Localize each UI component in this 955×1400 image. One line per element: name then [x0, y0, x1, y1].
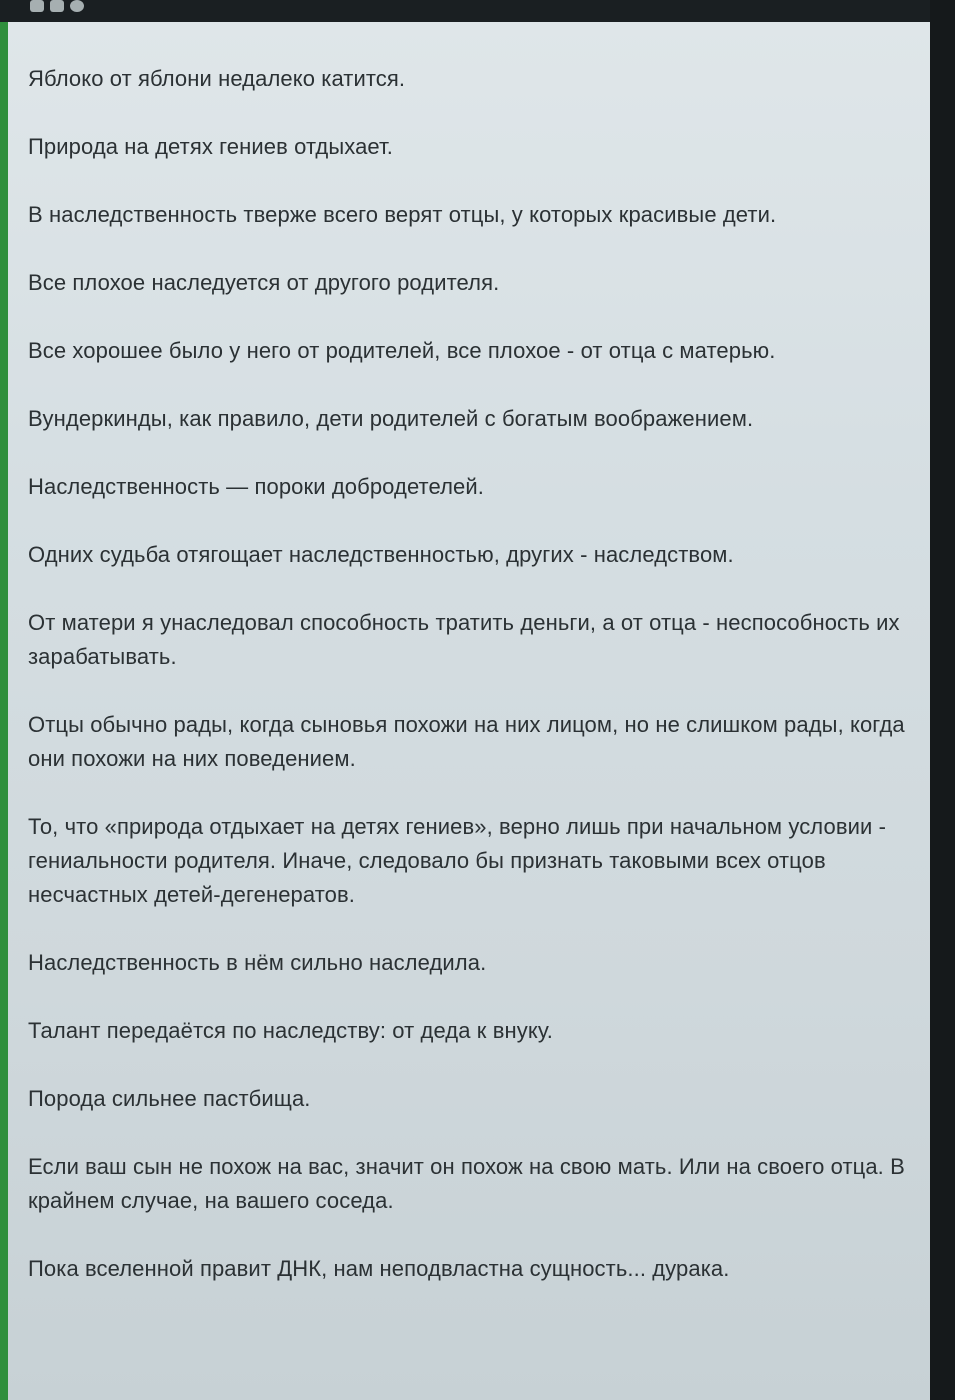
quote-list — [28, 62, 923, 1320]
quote-item: Порода сильнее пастбища. — [28, 1086, 311, 1111]
quote-item: То, что «природа отдыхает на детях гениев», верно лишь при начальном условии - гениальности родителя. Иначе, следовало бы признать таковыми всех отцов несчастных детей-дегенератов. — [28, 814, 887, 907]
quote-item: Пока вселенной правит ДНК, нам неподвластна сущность... дурака. — [28, 1256, 730, 1281]
quotes-page[interactable] — [0, 22, 930, 1400]
quote-item: Одних судьба отягощает наследственностью, других - наследством. — [28, 542, 734, 567]
status-icons — [30, 0, 110, 14]
screen-edge — [930, 0, 955, 1400]
status-bar — [0, 0, 955, 22]
quote-item: Вундеркинды, как правило, дети родителей с богатым воображением. — [28, 406, 754, 431]
quote-item: От матери я унаследовал способность тратить деньги, а от отца - неспособность их зарабатывать. — [28, 610, 900, 669]
accent-bar — [0, 22, 8, 1400]
app-icon — [50, 0, 64, 12]
quote-item: В наследственность тверже всего верят отцы, у которых красивые дети. — [28, 202, 777, 227]
quote-item: Наследственность — пороки добродетелей. — [28, 474, 484, 499]
quote-item: Если ваш сын не похож на вас, значит он похож на свою мать. Или на своего отца. В крайнем случае, на вашего соседа. — [28, 1154, 905, 1213]
quote-item: Природа на детях гениев отдыхает. — [28, 134, 393, 159]
quote-item: Талант передаётся по наследству: от деда к внуку. — [28, 1018, 553, 1043]
quote-item: Наследственность в нём сильно наследила. — [28, 950, 487, 975]
quote-item: Все плохое наследуется от другого родителя. — [28, 270, 500, 295]
quote-item: Все хорошее было у него от родителей, все плохое - от отца с матерью. — [28, 338, 776, 363]
whatsapp-icon — [70, 0, 84, 12]
quote-item: Отцы обычно рады, когда сыновья похожи на них лицом, но не слишком рады, когда они похожи на них поведением. — [28, 712, 905, 771]
quote-item: Яблоко от яблони недалеко катится. — [28, 66, 406, 91]
notification-icon — [30, 0, 44, 12]
